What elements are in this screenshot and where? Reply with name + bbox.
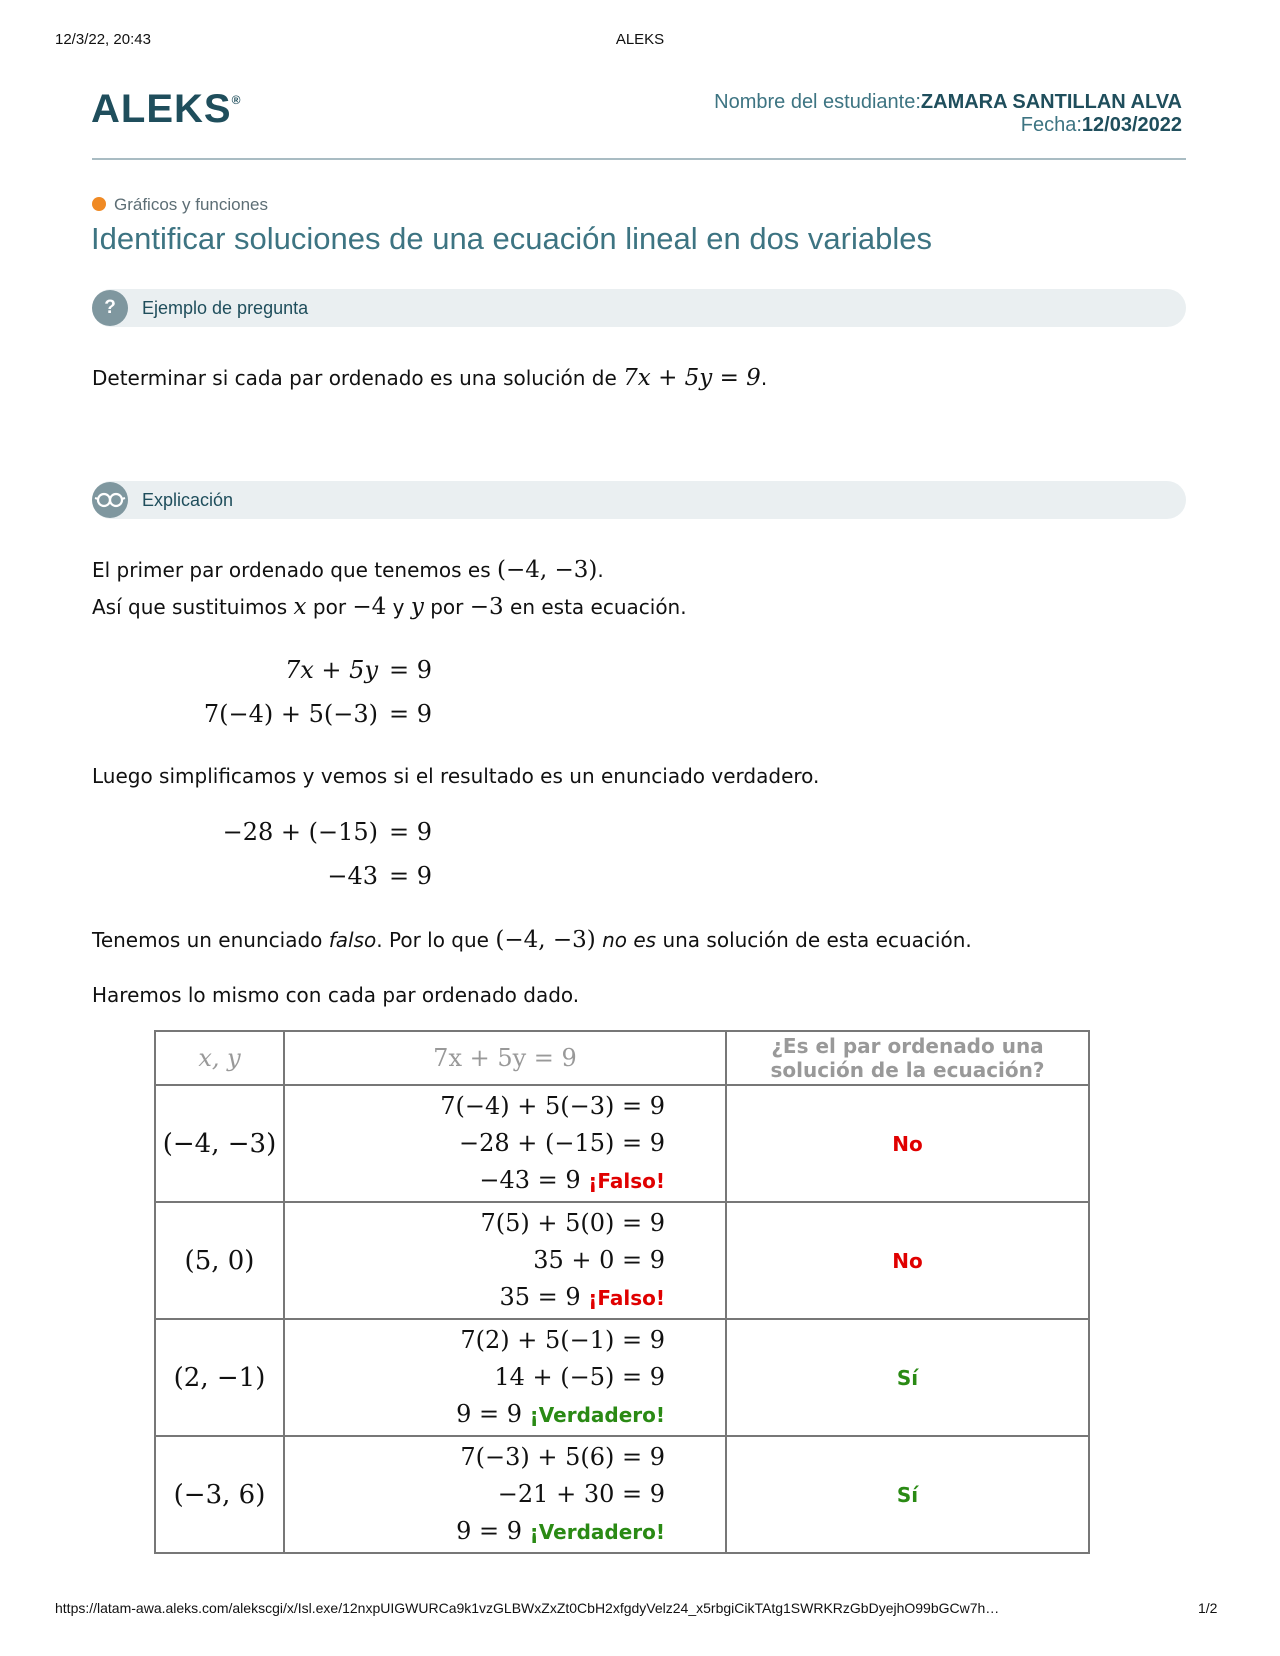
eq3-right: = 9 [389,818,433,846]
question-icon: ? [92,290,128,326]
question-end: . [760,366,768,390]
simplify-text: Luego simplificamos y vemos si el resultado es un enunciado verdadero. [92,764,820,788]
c-false: falso [328,928,377,952]
aleks-logo [91,87,241,132]
eq1-right: = 9 [389,656,433,684]
l1-text: El primer par ordenado que tenemos es [92,558,491,582]
verdict-false: ¡Falso! [588,1168,665,1193]
l2-e: en esta ecuación. [510,595,687,619]
work-line: 14 + (−5) = 9 [494,1362,665,1391]
l2-v2: −3 [469,594,504,620]
l2-x: x [293,594,307,620]
question-prompt: Determinar si cada par ordenado es una solución de [92,366,617,390]
answer-yes: Sí [896,1482,919,1507]
answer-no: No [892,1248,923,1273]
explanation-label: Explicación [142,490,234,510]
c-no: no es [602,928,657,952]
header-is-solution: ¿Es el par ordenado una solución de la ecuación? [726,1031,1089,1085]
pair-cell: (−4, −3) [155,1085,284,1202]
sample-question-bar [92,289,1186,327]
sample-question-label: Ejemplo de pregunta [142,298,309,318]
eq2-right: = 9 [389,700,433,728]
l2-d: por [430,595,464,619]
conclusion-text [92,927,972,953]
answer-no: No [892,1131,923,1156]
work-line: 7(−4) + 5(−3) = 9 [440,1091,665,1120]
question-text [92,365,767,391]
l1-pair: (−4, −3) [497,557,598,583]
table-row [155,1436,1089,1553]
work-line [285,1396,665,1434]
answer-cell [726,1085,1089,1202]
answer-cell [726,1202,1089,1319]
answer-cell [726,1436,1089,1553]
work-line [285,1162,665,1200]
footer-url[interactable]: https://latam-awa.aleks.com/alekscgi/x/Isl.exe/12nxpUIGWURCa9k1vzGLBWxZxZt0CbH2xfgdyVelz24_x5rbgiCikTAtg1SWRKRzGbDyejhO99bGCw7h… [55,1600,1000,1616]
eq2-left: 7(−4) + 5(−3) [203,700,378,728]
work-line: −28 + (−15) = 9 [458,1128,665,1157]
l2-b: por [312,595,347,619]
explanation-bar [92,481,1186,519]
l2-y: y [410,594,424,620]
student-name: ZAMARA SANTILLAN ALVA [920,91,1182,113]
pair-cell: (−3, 6) [155,1436,284,1553]
header-equation: 7x + 5y = 9 [284,1031,726,1085]
topic-dot-icon [92,197,106,211]
topic-category-label: Gráficos y funciones [114,195,269,214]
c-c: una solución de esta ecuación. [662,928,972,952]
l2-v1: −4 [352,594,387,620]
work-line: 35 + 0 = 9 [533,1245,665,1274]
eq4-left: −43 [327,862,378,890]
explanation-line-1 [92,557,604,583]
pair-cell: (2, −1) [155,1319,284,1436]
verdict-true: ¡Verdadero! [529,1402,665,1427]
verdict-false: ¡Falso! [588,1285,665,1310]
table-row [155,1085,1089,1202]
l2-c: y [392,595,405,619]
work-line: 7(2) + 5(−1) = 9 [460,1325,665,1354]
print-title: ALEKS [615,31,665,48]
work-result: 9 = 9 [456,1516,522,1545]
logo-registered-mark: ® [231,93,242,107]
work-result: −43 = 9 [479,1165,581,1194]
eq4-right: = 9 [389,862,433,890]
date-value: 12/03/2022 [1081,114,1182,136]
explanation-line-2 [92,594,687,620]
page-title: Identificar soluciones de una ecuación lineal en dos variables [91,221,932,256]
answer-cell [726,1319,1089,1436]
verdict-true: ¡Verdadero! [529,1519,665,1544]
header-xy: x, y [155,1031,284,1085]
date-label: Fecha: [1020,114,1082,136]
c-b: . Por lo que [376,928,489,952]
work-cell [284,1202,726,1319]
work-cell [284,1319,726,1436]
work-line: −21 + 30 = 9 [497,1479,665,1508]
footer-page: 1/2 [1198,1600,1218,1616]
work-result: 9 = 9 [456,1399,522,1428]
work-line [285,1279,665,1317]
l2-a: Así que sustituimos [92,595,288,619]
glasses-icon [92,482,128,518]
table-header-row [155,1031,1089,1085]
question-equation: 7x + 5y = 9 [623,365,761,391]
topic-category [92,195,268,215]
work-cell [284,1436,726,1553]
print-datetime: 12/3/22, 20:43 [55,31,151,48]
work-line: 7(−3) + 5(6) = 9 [460,1442,665,1471]
answer-yes: Sí [896,1365,919,1390]
work-line: 7(5) + 5(0) = 9 [480,1208,665,1237]
eq3-left: −28 + (−15) [222,818,378,846]
eq1-left: 7x + 5y [285,656,378,684]
work-result: 35 = 9 [499,1282,581,1311]
l1-end: . [597,558,604,582]
header-divider [92,158,1186,160]
work-cell [284,1085,726,1202]
logo-text: ALEKS [91,87,232,131]
results-table [154,1030,1090,1554]
student-info [714,91,1182,137]
work-line [285,1513,665,1551]
pair-cell: (5, 0) [155,1202,284,1319]
c-a: Tenemos un enunciado [92,928,323,952]
table-row [155,1202,1089,1319]
student-name-label: Nombre del estudiante: [714,91,921,113]
table-row [155,1319,1089,1436]
repeat-text: Haremos lo mismo con cada par ordenado dado. [92,983,580,1007]
c-pair: (−4, −3) [495,927,596,953]
